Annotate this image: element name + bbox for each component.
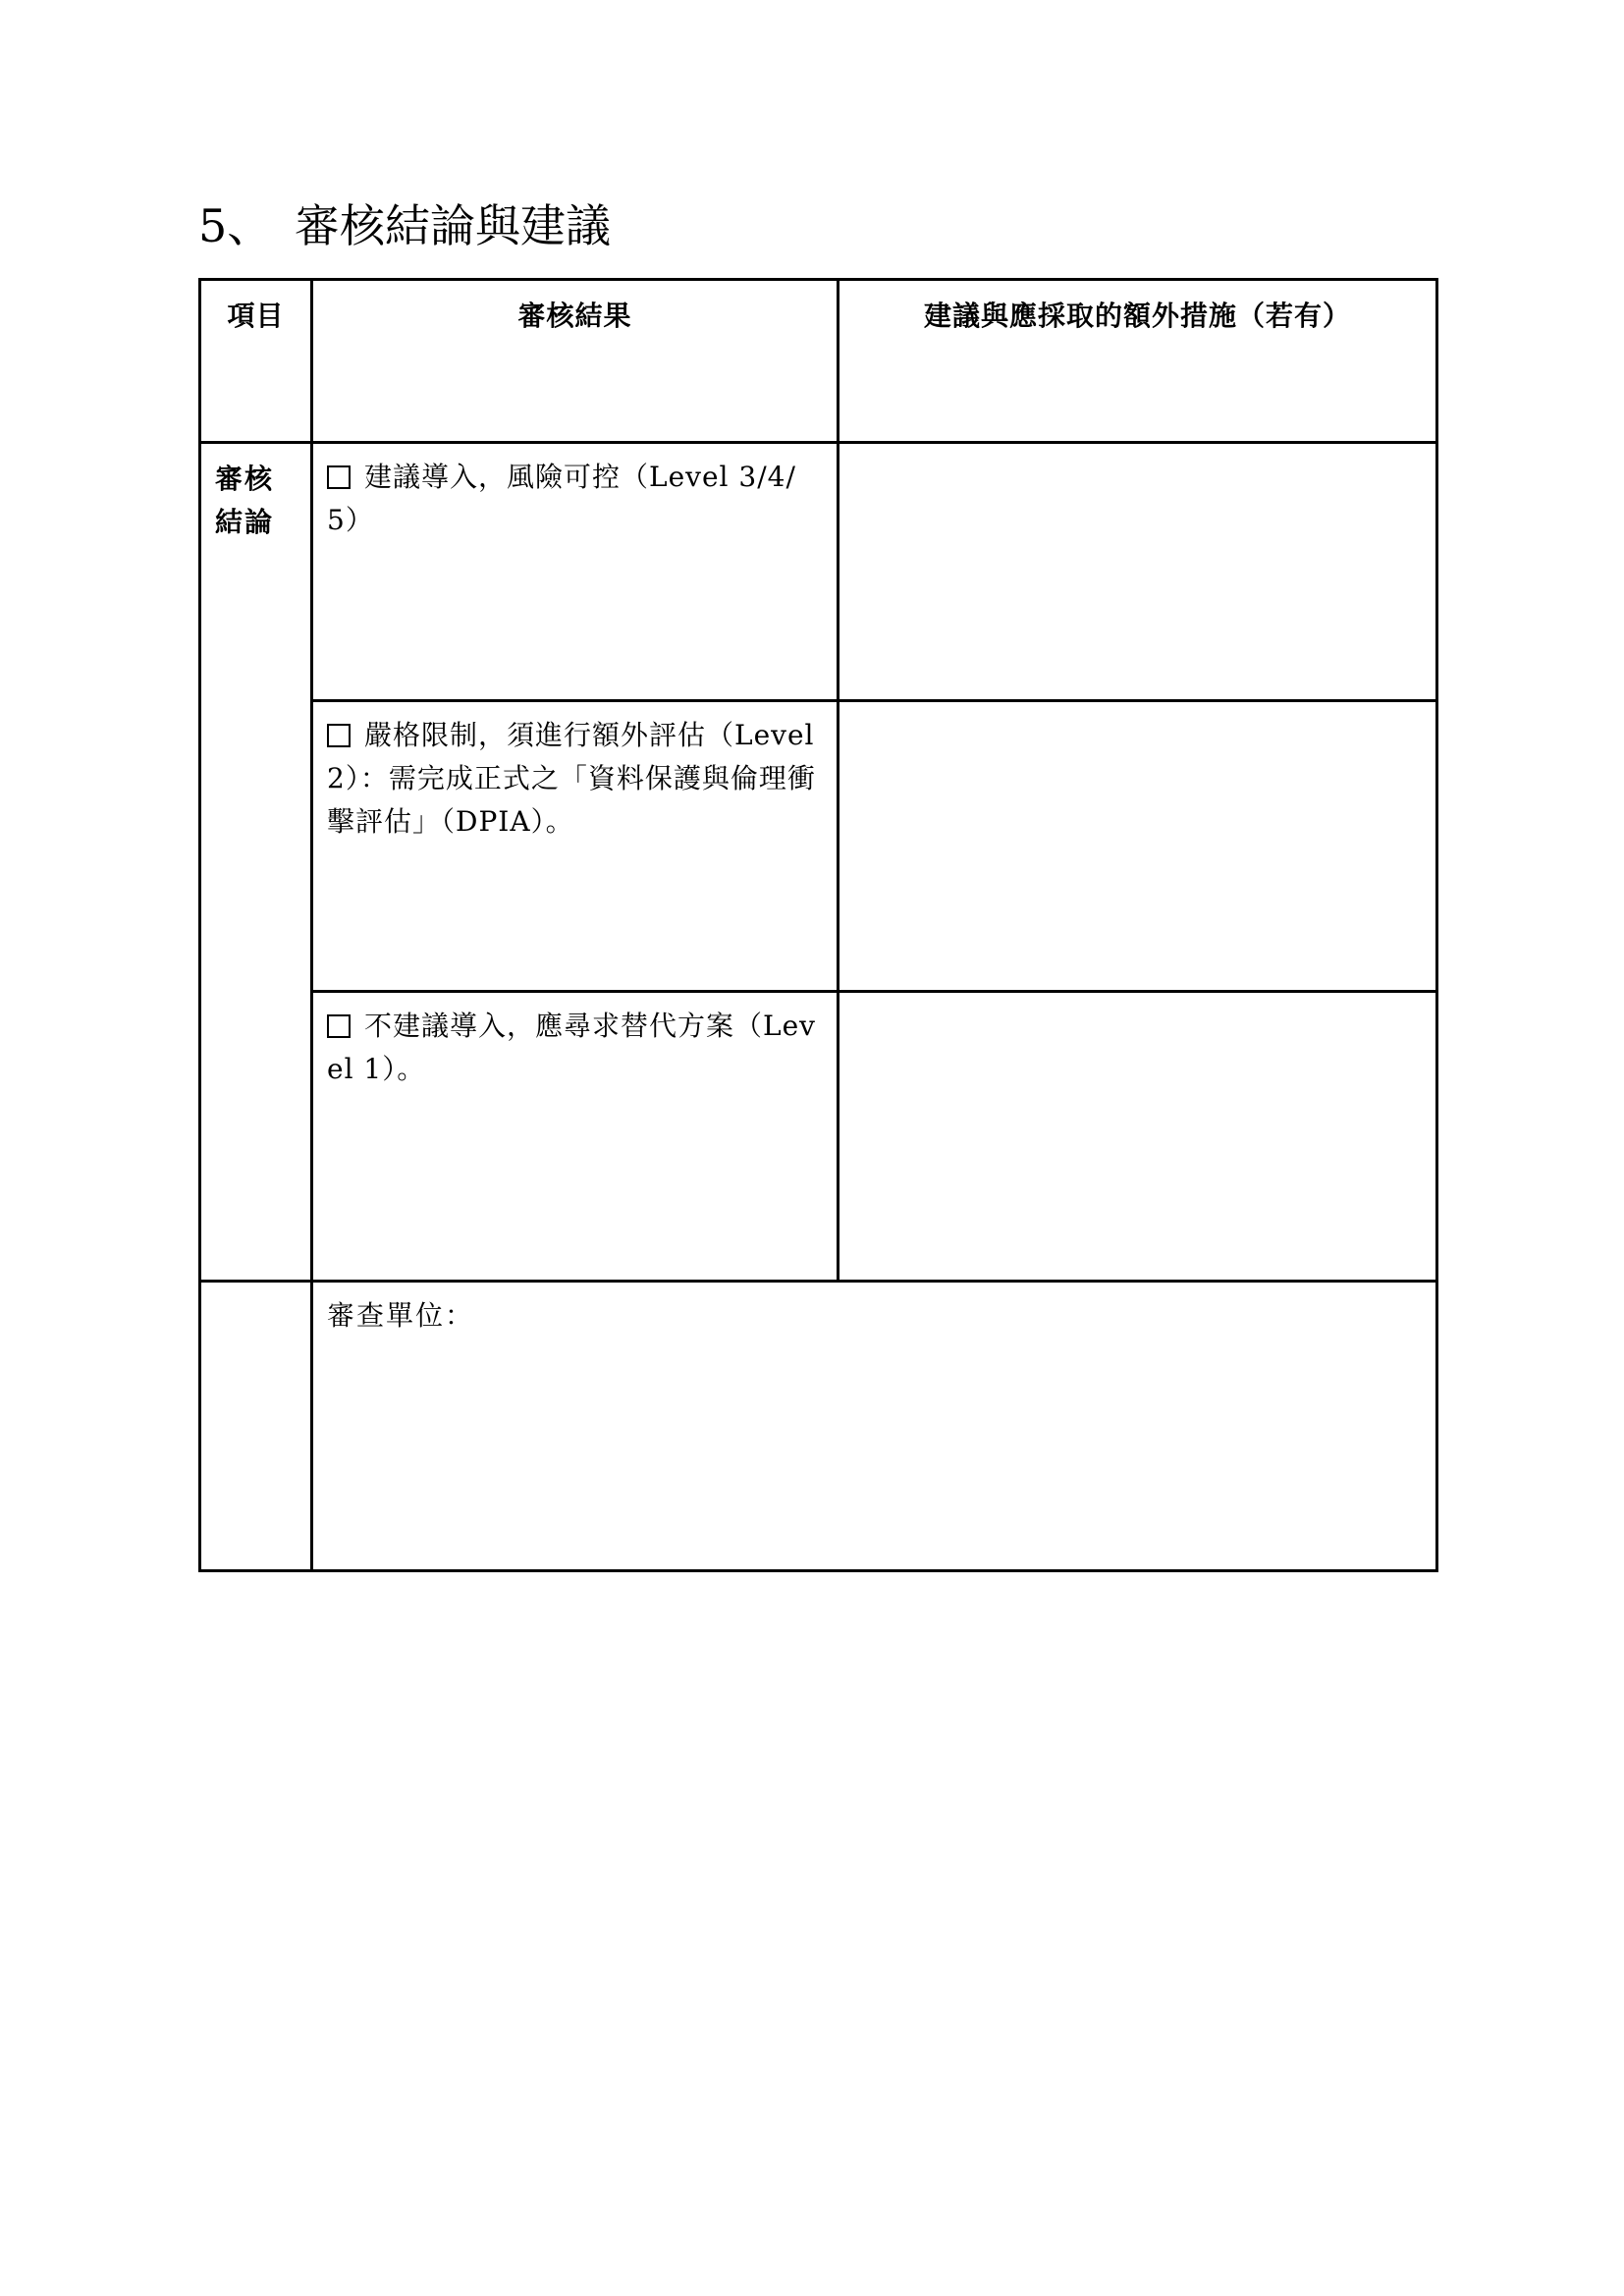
review-unit-row	[200, 1282, 1437, 1571]
header-result: 審核結果	[312, 280, 839, 443]
option-label-level-2: 嚴格限制，須進行額外評估（Level 2）：需完成正式之「資料保護與倫理衝擊評估」（DPIA）。	[327, 719, 816, 838]
review-unit-label: 審查單位：	[327, 1299, 475, 1332]
review-conclusion-table	[198, 278, 1438, 1572]
table-row	[200, 443, 1437, 701]
measures-cell-2[interactable]	[839, 701, 1437, 992]
measures-cell-3[interactable]	[839, 992, 1437, 1282]
option-label-level-345: 建議導入，風險可控（Level 3/4/5）	[327, 461, 796, 536]
review-unit-cell[interactable]	[312, 1282, 1437, 1571]
checkbox-level-2[interactable]	[327, 724, 351, 747]
header-measures: 建議與應採取的額外措施（若有）	[839, 280, 1437, 443]
conclusion-label: 審核結論	[215, 463, 275, 538]
table-row	[200, 992, 1437, 1282]
table-header-row	[200, 280, 1437, 443]
checkbox-level-1[interactable]	[327, 1014, 351, 1038]
option-cell-level-1	[312, 992, 839, 1282]
section-heading	[198, 196, 611, 255]
section-title: 審核結論與建議	[295, 199, 611, 252]
section-number: 5、	[198, 199, 273, 252]
option-cell-level-345	[312, 443, 839, 701]
checkbox-level-345[interactable]	[327, 465, 351, 489]
measures-cell-1[interactable]	[839, 443, 1437, 701]
review-unit-empty-cell	[200, 1282, 312, 1571]
conclusion-label-cell	[200, 443, 312, 1282]
option-label-level-1: 不建議導入，應尋求替代方案（Level 1）。	[327, 1010, 816, 1085]
table-row	[200, 701, 1437, 992]
option-cell-level-2	[312, 701, 839, 992]
header-item: 項目	[200, 280, 312, 443]
